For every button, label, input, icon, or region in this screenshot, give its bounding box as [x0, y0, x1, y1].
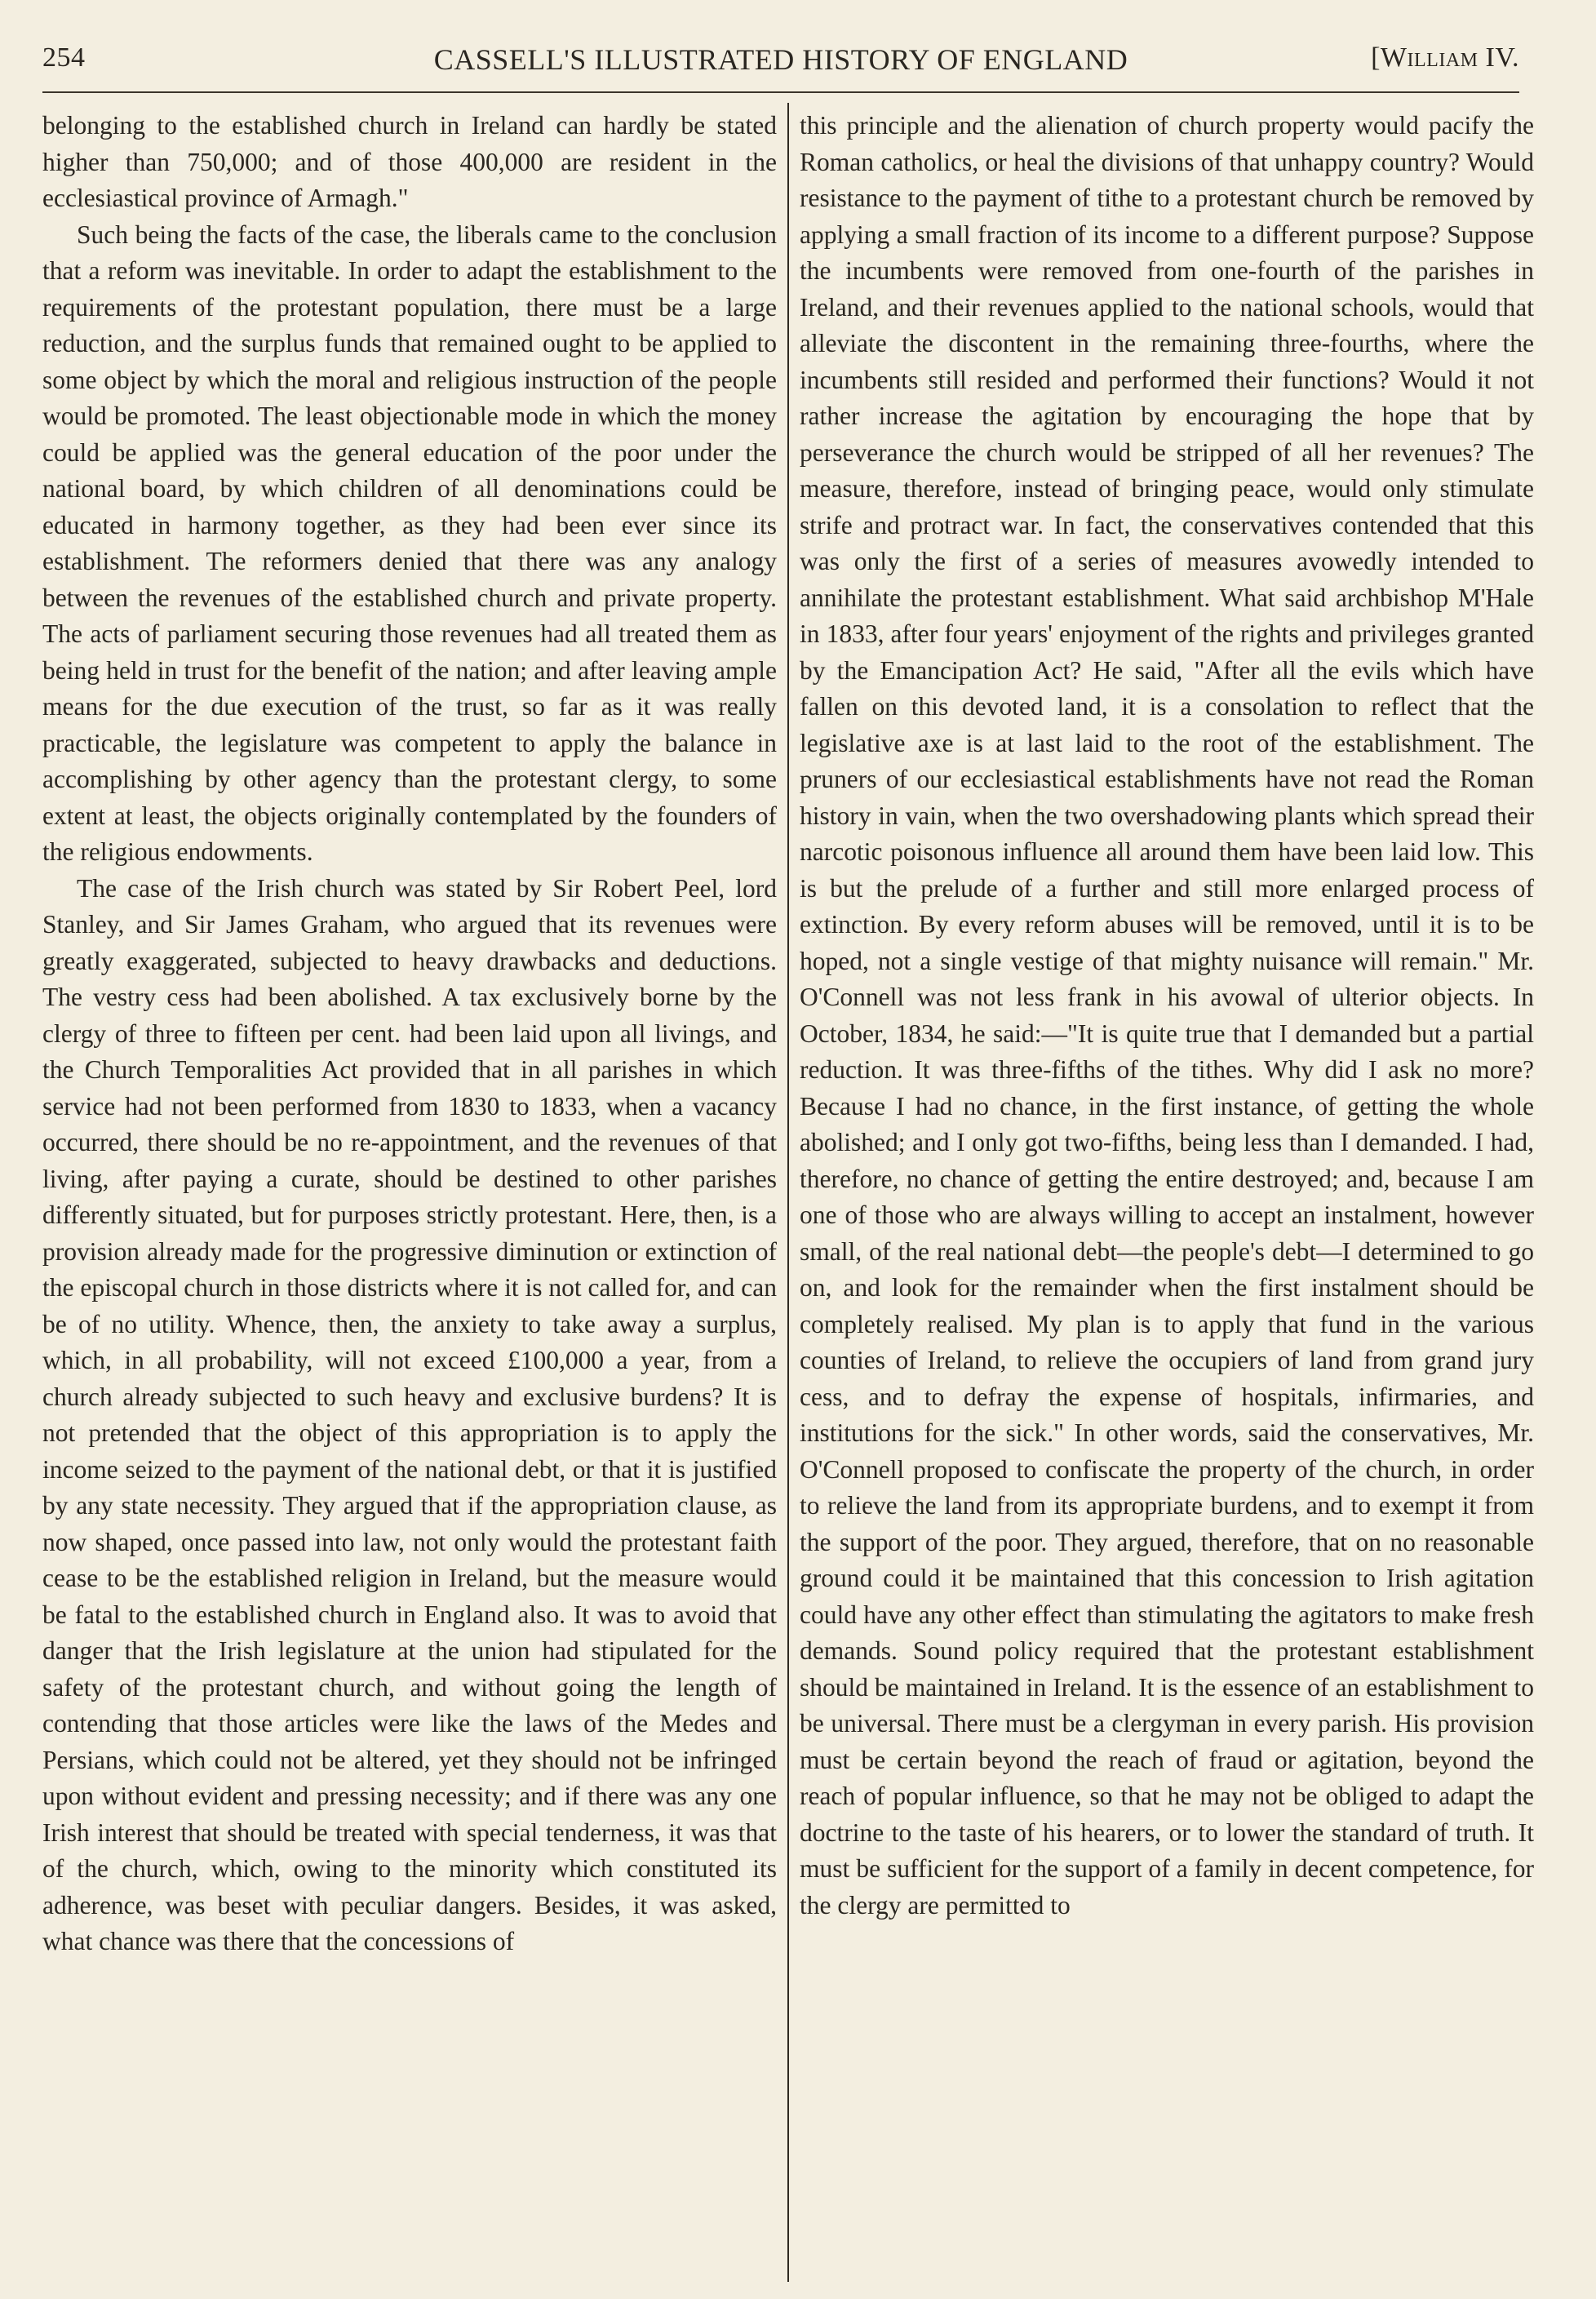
- left-column: [42, 108, 777, 1960]
- right-paragraph-1: this principle and the alienation of church property would pacify the Roman catholics, or heal the divisions of that unhappy country? Would resistance to the payment of tithe to a protestant church be removed by applying a small fraction of its income to a different purpose? Suppose the incumbents were removed from one-fourth of the parishes in Ireland, and their revenues applied to the national schools, would that alleviate the discontent in the remaining three-fourths, where the incumbents still resided and performed their functions? Would it not rather increase the agitation by encouraging the hope that by perseverance the church would be stripped of all her revenues? The measure, therefore, instead of bringing peace, would only stimulate strife and protract war. In fact, the conservatives contended that this was only the first of a series of measures avowedly intended to annihilate the protestant establishment. What said archbishop M'Hale in 1833, after four years' enjoyment of the rights and privileges granted by the Emancipation Act? He said, "After all the evils which have fallen on this devoted land, it is a consolation to reflect that the legislative axe is at last laid to the root of the establishment. The pruners of our ecclesiastical establishments have not read the Roman history in vain, when the two overshadowing plants which spread their narcotic poisonous influence all around them have been laid low. This is but the prelude of a further and still more enlarged process of extinction. By every reform abuses will be removed, until it is to be hoped, not a single vestige of that mighty nuisance will remain." Mr. O'Connell was not less frank in his avowal of ulterior objects. In October, 1834, he said:—"It is quite true that I demanded but a partial reduction. It was three-fifths of the tithes. Why did I ask no more? Because I had no chance, in the first instance, of getting the whole abolished; and I only got two-fifths, being less than I demanded. I had, therefore, no chance of getting the entire destroyed; and, because I am one of those who are always willing to accept an instalment, however small, of the real national debt—the people's debt—I determined to go on, and look for the remainder when the first instalment should be completely realised. My plan is to apply that fund in the various counties of Ireland, to relieve the occupiers of land from grand jury cess, and to defray the expense of hospitals, infirmaries, and institutions for the sick." In other words, said the conservatives, Mr. O'Connell proposed to confiscate the property of the church, in order to relieve the land from its appropriate burdens, and to exempt it from the support of the poor. They argued, therefore, that on no reasonable ground could it be maintained that this concession to Irish agitation could have any other effect than stimulating the agitators to make fresh demands. Sound policy required that the protestant establishment should be maintained in Ireland. It is the essence of an establishment to be universal. There must be a clergyman in every parish. His provision must be certain beyond the reach of fraud or agitation, beyond the reach of popular influence, so that he may not be obliged to adapt the doctrine to the taste of his hearers, or to lower the standard of truth. It must be sufficient for the support of a family in decent competence, for the clergy are permitted to: [800, 111, 1534, 1920]
- column-divider: [787, 103, 789, 2282]
- left-paragraph-3: The case of the Irish church was stated by Sir Robert Peel, lord Stanley, and Sir James Graham, who argued that its revenues were greatly exaggerated, subjected to heavy drawbacks and deductions. The vestry cess had been abolished. A tax exclusively borne by the clergy of three to fifteen per cent. had been laid upon all livings, and the Church Temporalities Act provided that in all parishes in which service had not been performed from 1830 to 1833, when a vacancy occurred, there should be no re-appointment, and the revenues of that living, after paying a curate, should be destined to other parishes differently situated, but for purposes strictly protestant. Here, then, is a provision already made for the progressive diminution or extinction of the episcopal church in those districts where it is not called for, and can be of no utility. Whence, then, the anxiety to take away a surplus, which, in all probability, will not exceed £100,000 a year, from a church already subjected to such heavy and exclusive burdens? It is not pretended that the object of this appropriation is to apply the income seized to the payment of the national debt, or that it is justified by any state necessity. They argued that if the appropriation clause, as now shaped, once passed into law, not only would the protestant faith cease to be the established religion in Ireland, but the measure would be fatal to the established church in England also. It was to avoid that danger that the Irish legislature at the union had stipulated for the safety of the protestant church, and without going the length of contending that those articles were like the laws of the Medes and Persians, which could not be altered, yet they should not be infringed upon without evident and pressing necessity; and if there was any one Irish interest that should be treated with special tenderness, it was that of the church, which, owing to the minority which constituted its adherence, was beset with peculiar dangers. Besides, it was asked, what chance was there that the concessions of: [42, 873, 777, 1955]
- left-paragraph-2: Such being the facts of the case, the liberals came to the conclusion that a reform was inevitable. In order to adapt the establishment to the requirements of the protestant population, there must be a large reduction, and the surplus funds that remained ought to be applied to some object by which the moral and religious instruction of the people would be promoted. The least objectionable mode in which the money could be applied was the general education of the poor under the national board, by which children of all denominations could be educated in harmony together, as they had been ever since its establishment. The reformers denied that there was any analogy between the revenues of the established church and private property. The acts of parliament securing those revenues had all treated them as being held in trust for the benefit of the nation; and after leaving ample means for the due execution of the trust, so far as it was really practicable, the legislature was competent to apply the balance in accomplishing by other agency than the protestant clergy, to some extent at least, the objects originally contemplated by the founders of the religious endowments.: [42, 220, 777, 866]
- left-paragraph-1: belonging to the established church in Ireland can hardly be stated higher than 750,000; and of those 400,000 are resident in the ecclesiastical province of Armagh.": [42, 111, 777, 212]
- page-number: 254: [42, 42, 86, 73]
- running-title: CASSELL'S ILLUSTRATED HISTORY OF ENGLAND: [433, 43, 1128, 76]
- header-rule: [42, 91, 1519, 93]
- right-column: [800, 108, 1534, 1924]
- section-heading: [William IV.: [1371, 42, 1519, 73]
- running-header: [42, 33, 1519, 85]
